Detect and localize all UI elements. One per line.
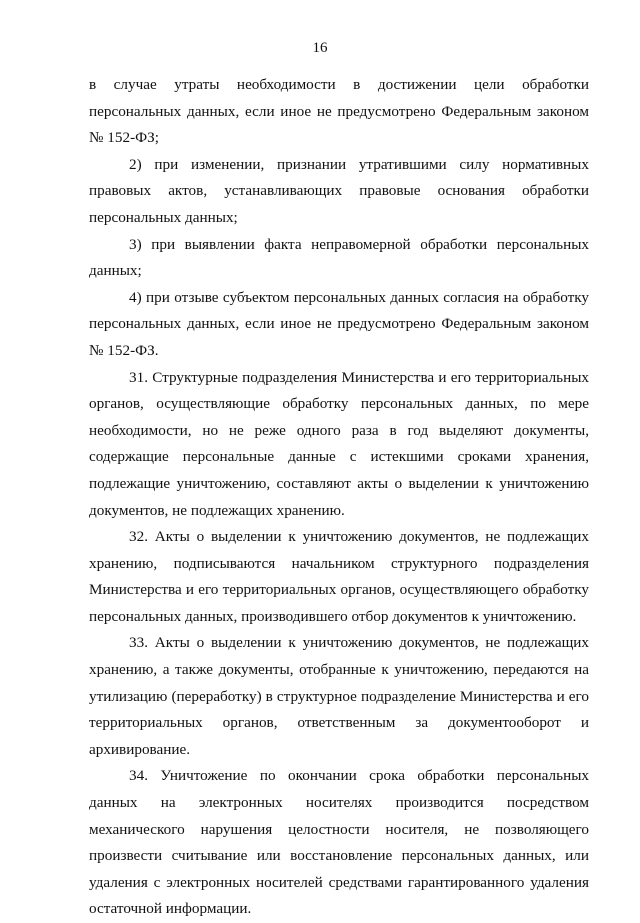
paragraph-clause-33: 33. Акты о выделении к уничтожению документов, не подлежащих хранению, а также документы, отобранные к уничтожению, передаются на утилизацию (переработку) в структурное подразделение Министерства и его территориальных органов, ответственным за документооборот и архивирование. [89,634,589,758]
document-body [89,72,589,923]
paragraph-clause-34: 34. Уничтожение по окончании срока обработки персональных данных на электронных носителях производится посредством механического нарушения целостности носителя, не позволяющего произвести считывание или восстановление персональных данных, или удаления с электронных носителей средствами гарантированного удаления остаточной информации. [89,767,589,918]
paragraph-continuation: в случае утраты необходимости в достижении цели обработки персональных данных, если иное не предусмотрено Федеральным законом № 152-ФЗ; [89,76,589,147]
paragraph-item-2: 2) при изменении, признании утратившими силу нормативных правовых актов, устанавливающих правовые основания обработки персональных данных; [89,155,589,226]
page-number: 16 [312,40,328,56]
paragraph-item-3: 3) при выявлении факта неправомерной обработки персональных данных; [89,235,589,280]
paragraph-clause-31: 31. Структурные подразделения Министерства и его территориальных органов, осуществляющие обработку персональных данных, по мере необходимости, но не реже одного раза в год выделяют документы, содержащие персональные данные с истекшими сроками хранения, подлежащие уничтожению, составляют акты о выделении к уничтожению документов, не подлежащих хранению. [89,368,589,519]
paragraph-item-4: 4) при отзыве субъектом персональных данных согласия на обработку персональных данных, если иное не предусмотрено Федеральным законом № 152-ФЗ. [89,288,589,359]
paragraph-clause-32: 32. Акты о выделении к уничтожению документов, не подлежащих хранению, подписываются начальником структурного подразделения Министерства и его территориальных органов, осуществляющего обработку персональных данных, производившего отбор документов к уничтожению. [89,528,589,625]
